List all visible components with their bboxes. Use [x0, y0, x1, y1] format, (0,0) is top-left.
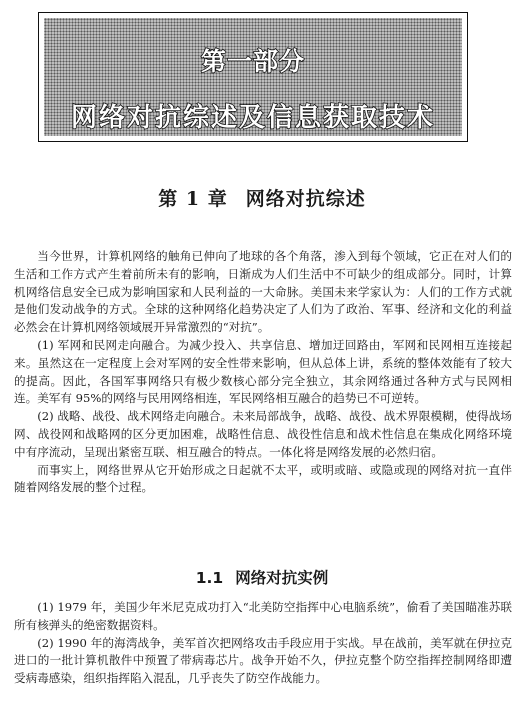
part-banner — [38, 12, 468, 142]
paragraph: (1) 1979 年，美国少年米尼克成功打入“北美防空指挥中心电脑系统”，偷看了美国瞄准苏联所有核弹头的绝密数据资料。 — [14, 600, 512, 632]
paragraph: 而事实上，网络世界从它开始形成之日起就不太平，或明或暗、或隐或现的网络对抗一直伴随着网络发展的整个过程。 — [14, 462, 512, 495]
part-label: 第一部分 — [200, 47, 305, 76]
section-body — [14, 599, 512, 688]
chapter-number: 第 1 章 — [158, 188, 228, 210]
paragraph: 当今世界，计算机网络的触角已伸向了地球的各个角落，渗入到每个领域，它正在对人们的生活和工作方式产生着前所未有的影响，日渐成为人们生活中不可缺少的组成部分。同时，计算机网络信息安全已成为影响国家和人民利益的一大命脉。美国未来学家认为：人们的工作方式就是他们发动战争的方式。全球的这种网络化趋势决定了人们为了政治、军事、经济和文化的利益必然会在计算机网络领域展开异常激烈的“对抗”。 — [14, 249, 512, 335]
paragraph: (1) 军网和民网走向融合。为减少投入、共享信息、增加迂回路由，军网和民网相互连接起来。虽然这在一定程度上会对军网的安全性带来影响，但从总体上讲，系统的整体效能有了较大的提高。因此，各国军事网络只有极少数核心部分完全独立，其余网络通过各种方式与民网相连。美军有 95%的网络与民用网络相连，军民网络相互融合的趋势已不可逆转。 — [14, 337, 512, 406]
chapter-title: 网络对抗综述 — [245, 188, 366, 210]
section-number: 1.1 — [195, 569, 224, 587]
section-title: 网络对抗实例 — [235, 569, 329, 587]
paragraph: (2) 1990 年的海湾战争，美军首次把网络攻击手段应用于实战。早在战前，美军就在伊拉克进口的一批计算机散件中预置了带病毒芯片。战争开始不久，伊拉克整个防空指挥控制网络即遭受病毒感染，组织指挥陷入混乱，几乎丧失了防空作战能力。 — [14, 635, 512, 686]
part-title: 网络对抗综述及信息获取技术 — [70, 103, 435, 133]
paragraph: (2) 战略、战役、战术网络走向融合。未来局部战争，战略、战役、战术界限模糊，使得战场网、战役网和战略网的区分更加困难，战略性信息、战役性信息和战术性信息在集成化网络环境中有序流动，呈现出紧密互联、相互融合的特点。一体化将是网络发展的必然归宿。 — [14, 409, 512, 459]
section-heading — [0, 566, 524, 588]
banner-dotted-background — [44, 18, 462, 136]
intro-body — [14, 248, 512, 497]
chapter-heading — [0, 184, 524, 211]
